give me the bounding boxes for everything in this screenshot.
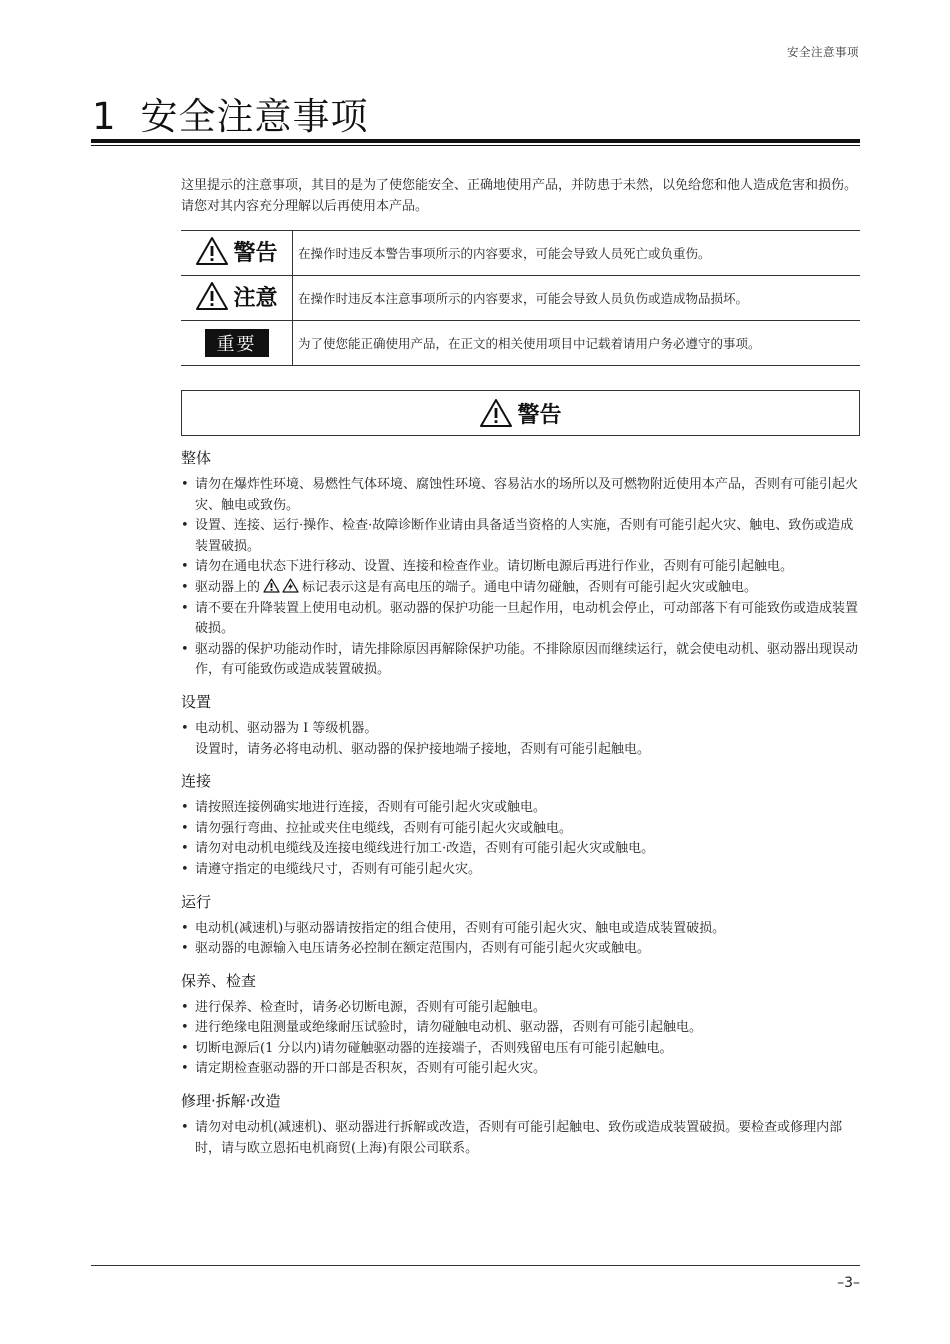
list-item: • 请勿在通电状态下进行移动、设置、连接和检查作业。请切断电源后再进行作业，否则有可能引起触电。 <box>181 559 794 575</box>
warning-triangle-icon <box>195 281 229 311</box>
section-overall <box>181 447 861 681</box>
warning-triangle-icon <box>263 578 280 593</box>
list-item: • 请勿在爆炸性环境、易燃性气体环境、腐蚀性环境、容易沾水的场所以及可燃物附近使用本产品，否则有可能引起火灾、触电或致伤。 <box>181 477 859 513</box>
title-rule-thick <box>91 139 860 143</box>
list-item: • 电动机、驱动器为 I 等级机器。 设置时，请务必将电动机、驱动器的保护接地端子接地，否则有可能引起触电。 <box>181 720 651 757</box>
legend-desc-caution: 在操作时违反本注意事项所示的内容要求，可能会导致人员负伤或造成物品损坏。 <box>293 276 861 321</box>
legend-desc-important: 为了使您能正确使用产品，在正文的相关使用项目中记载着请用户务必遵守的事项。 <box>293 321 861 366</box>
warning-triangle-icon <box>195 236 229 266</box>
intro-paragraph: 这里提示的注意事项，其目的是为了使您能安全、正确地使用产品，并防患于未然，以免给您和他人造成危害和损伤。请您对其内容充分理解以后再使用本产品。 <box>181 178 858 214</box>
list-item: • 驱动器的保护功能动作时，请先排除原因再解除保护功能。不排除原因而继续运行，就会使电动机、驱动器出现误动作，有可能致伤或造成装置破损。 <box>181 641 859 678</box>
legend-label-caution: 注意 <box>233 285 278 311</box>
section-install <box>181 691 861 760</box>
list-item: • 切断电源后(1 分以内)请勿碰触驱动器的连接端子，否则残留电压有可能引起触电。 <box>181 1040 673 1056</box>
list-item: • 进行绝缘电阻测量或绝缘耐压试验时，请勿碰触电动机、驱动器，否则有可能引起触电。 <box>181 1020 703 1036</box>
list-item: • 进行保养、检查时，请务必切断电源，否则有可能引起触电。 <box>181 999 547 1015</box>
list-item: • 请勿对电动机(减速机)、驱动器进行拆解或改造，否则有可能引起触电、致伤或造成装置破损。要检查或修理内部时，请与欧立恩拓电机商贸(上海)有限公司联系。 <box>181 1120 843 1156</box>
warning-triangle-icon <box>479 398 513 428</box>
section-title: 运行 <box>181 892 212 911</box>
list-item: • 请定期检查驱动器的开口部是否积灰，否则有可能引起火灾。 <box>181 1061 547 1077</box>
list-item: • 请遵守指定的电缆线尺寸，否则有可能引起火灾。 <box>181 861 482 877</box>
section-title: 设置 <box>181 692 212 711</box>
section-title: 修理·拆解·改造 <box>181 1092 281 1111</box>
page-number: –3– <box>837 1275 860 1291</box>
section-title: 整体 <box>181 449 212 467</box>
chapter-number: 1 <box>92 95 117 138</box>
section-connect <box>181 770 861 880</box>
list-item: • 电动机(减速机)与驱动器请按指定的组合使用，否则有可能引起火灾、触电或造成装置破损。 <box>181 920 726 936</box>
list-item: • 驱动器上的 标记表示这是有高电压的端子。通电中请勿碰触，否则有可能引起火灾或触电。 <box>181 579 758 595</box>
chapter-title <box>92 86 369 140</box>
footer-rule <box>91 1265 860 1266</box>
section-repair <box>181 1090 861 1159</box>
signal-word-legend <box>181 230 860 366</box>
list-item: • 请按照连接例确实地进行连接，否则有可能引起火灾或触电。 <box>181 800 547 816</box>
list-item: • 请不要在升降装置上使用电动机。驱动器的保护功能一旦起作用，电动机会停止，可动部落下有可能致伤或造成装置破损。 <box>181 600 859 637</box>
chapter-title-text: 安全注意事项 <box>140 95 369 138</box>
section-maintain <box>181 970 861 1080</box>
section-title: 保养、检查 <box>181 971 257 990</box>
warning-banner <box>181 390 860 436</box>
list-item: • 请勿对电动机电缆线及连接电缆线进行加工·改造，否则有可能引起火灾或触电。 <box>181 841 655 857</box>
warning-banner-label: 警告 <box>517 402 562 428</box>
section-title: 连接 <box>181 772 212 791</box>
list-item: • 请勿强行弯曲、拉扯或夹住电缆线，否则有可能引起火灾或触电。 <box>181 820 573 836</box>
legend-desc-warning: 在操作时违反本警告事项所示的内容要求，可能会导致人员死亡或负重伤。 <box>293 231 861 276</box>
section-operate <box>181 891 861 960</box>
list-item: • 驱动器的电源输入电压请务必控制在额定范围内，否则有可能引起火灾或触电。 <box>181 941 651 957</box>
legend-row-important <box>181 321 860 366</box>
title-rule-thin <box>91 145 860 146</box>
running-header: 安全注意事项 <box>787 45 859 59</box>
legend-row-warning <box>181 231 860 276</box>
warning-content <box>181 447 861 1169</box>
legend-row-caution <box>181 276 860 321</box>
list-item: • 设置、连接、运行·操作、检查·故障诊断作业请由具备适当资格的人实施，否则有可能引起火灾、触电、致伤或造成装置破损。 <box>181 518 854 554</box>
high-voltage-icon <box>282 578 299 593</box>
legend-label-warning: 警告 <box>233 240 278 266</box>
legend-label-important: 重要 <box>205 329 269 357</box>
